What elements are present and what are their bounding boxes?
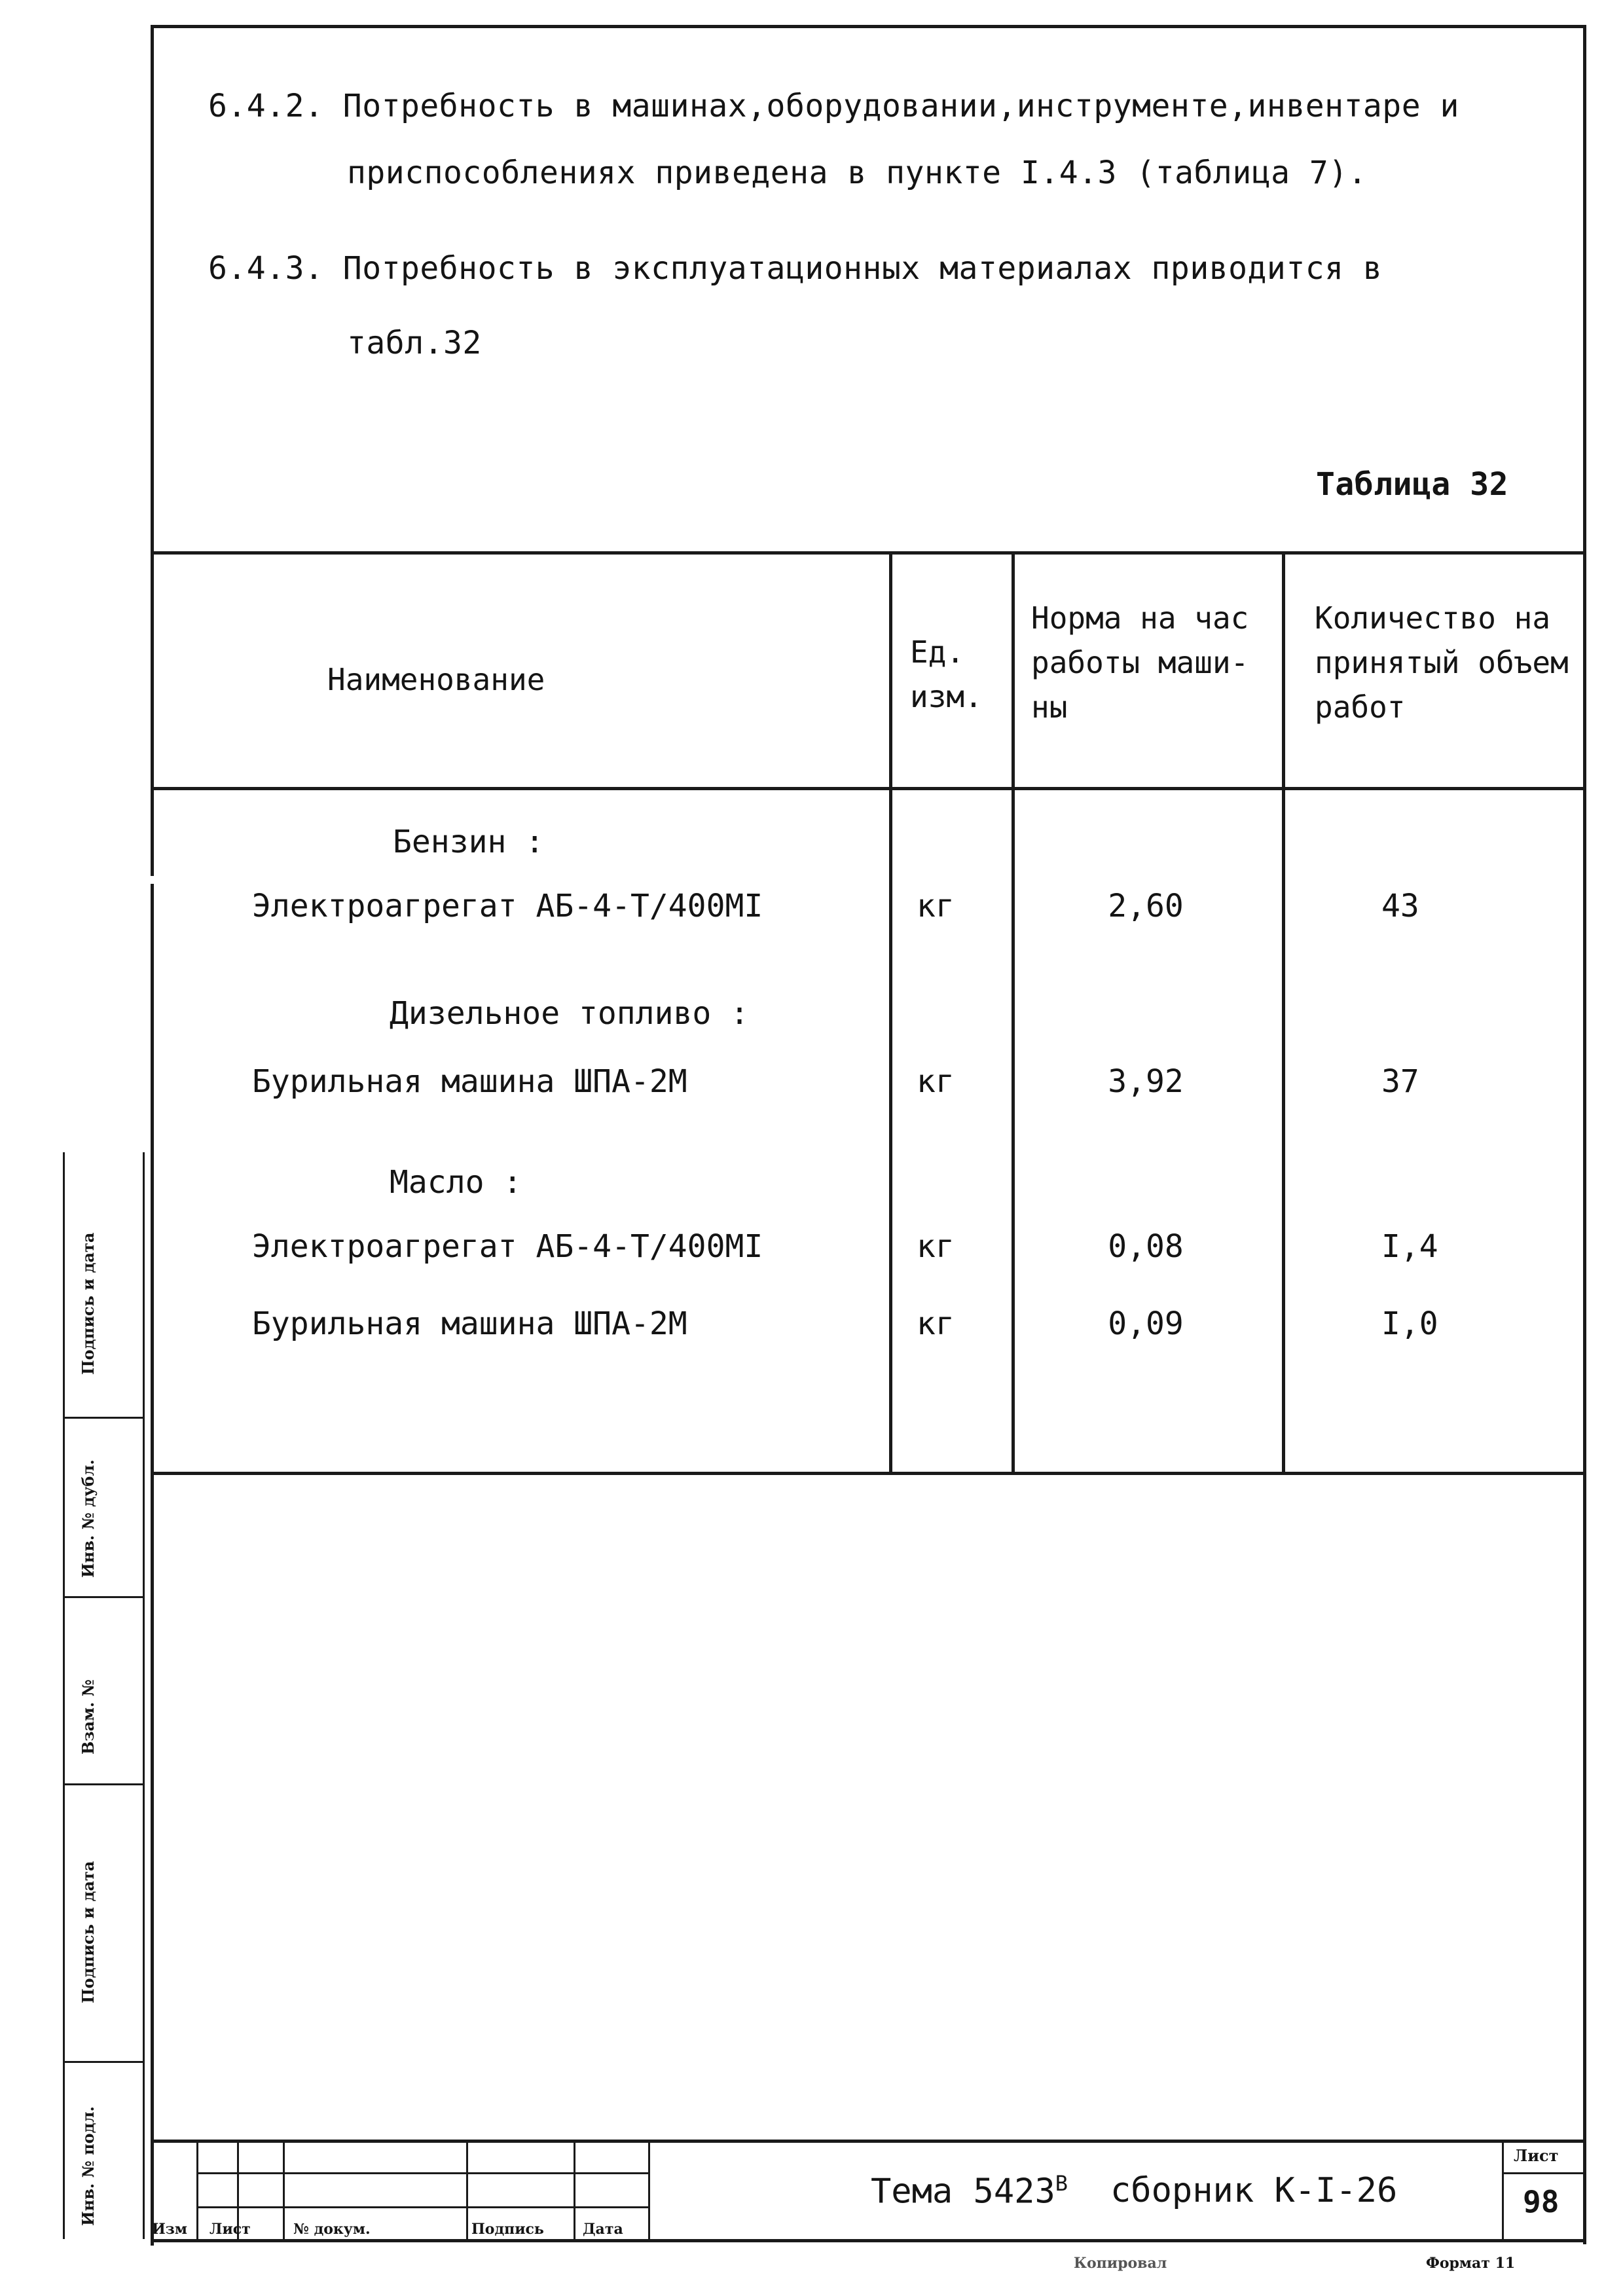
row-qty: 43 [1381, 888, 1419, 924]
row-unit: кг [917, 1063, 955, 1100]
header-norm-3: ны [1031, 689, 1068, 725]
stamp-inner-line [143, 1152, 145, 2239]
row-unit: кг [917, 888, 955, 924]
title-block-col-1 [196, 2140, 198, 2239]
table-header-border [152, 787, 1586, 790]
tb-col-date: Дата [583, 2221, 623, 2238]
tb-topic-sup: В [1055, 2171, 1068, 2196]
stamp-divider-3 [63, 1783, 144, 1785]
tb-topic [871, 2171, 1068, 2211]
stamp-outer-line [63, 1152, 65, 2239]
row-norm: 0,09 [1108, 1305, 1184, 1342]
title-block-col-3 [283, 2140, 285, 2239]
paragraph-643-line1: 6.4.3. Потребность в эксплуатационных материалах приводится в [208, 250, 1383, 287]
tb-col-sheet: Лист [210, 2221, 251, 2238]
table-top-border [152, 551, 1586, 555]
tb-col-sign: Подпись [471, 2221, 544, 2238]
tb-format: Формат 11 [1426, 2255, 1516, 2272]
group-title-diesel: Дизельное топливо : [390, 995, 750, 1032]
header-unit-1: Ед. [910, 634, 965, 670]
frame-left-lower [151, 884, 154, 2246]
stamp-instead-no: Взам. № [79, 1679, 98, 1755]
row-norm: 2,60 [1108, 888, 1184, 924]
title-block-bottom [152, 2239, 1586, 2242]
stamp-divider-1 [63, 1417, 144, 1419]
row-unit: кг [917, 1228, 955, 1265]
paragraph-642-line1: 6.4.2. Потребность в машинах,оборудовании,инструменте,инвентаре и [208, 88, 1459, 124]
header-name: Наименование [327, 662, 545, 697]
row-name: Электроагрегат АБ-4-Т/400МI [252, 1228, 763, 1265]
table-col-divider-3 [1282, 551, 1285, 1475]
header-norm-1: Норма на час [1031, 600, 1249, 636]
row-norm: 0,08 [1108, 1228, 1184, 1265]
tb-topic-prefix: Тема 5423 [871, 2172, 1055, 2212]
tb-copied: Копировал [1074, 2255, 1167, 2272]
title-block-col-6 [648, 2140, 650, 2239]
row-name: Бурильная машина ШПА-2М [252, 1063, 687, 1100]
title-block-mid-1 [196, 2172, 648, 2174]
frame-right [1583, 25, 1586, 2244]
header-unit-2: изм. [910, 679, 983, 714]
tb-col-doc: № докум. [293, 2221, 371, 2238]
paragraph-643-line2: табл.32 [347, 325, 482, 361]
tb-collection: сборник К-I-26 [1110, 2171, 1398, 2210]
title-block-col-4 [466, 2140, 468, 2239]
row-norm: 3,92 [1108, 1063, 1184, 1100]
stamp-orig-no: Инв. № подл. [79, 2106, 98, 2226]
row-qty: 37 [1381, 1063, 1419, 1100]
title-block-col-5 [574, 2140, 575, 2239]
header-qty-2: принятый объем [1315, 645, 1569, 680]
tb-sheet-number: 98 [1523, 2184, 1559, 2219]
title-block-sheet-divider [1502, 2140, 1504, 2239]
stamp-sign-date-2: Подпись и дата [79, 1861, 98, 2003]
stamp-divider-2 [63, 1596, 144, 1598]
title-block-mid-2 [196, 2206, 648, 2208]
frame-left [151, 25, 154, 876]
table-col-divider-2 [1012, 551, 1015, 1475]
table-bottom-border [152, 1472, 1586, 1475]
stamp-sign-date-1: Подпись и дата [79, 1232, 98, 1375]
tb-col-change: Изм [152, 2221, 187, 2238]
row-unit: кг [917, 1305, 955, 1342]
row-name: Электроагрегат АБ-4-Т/400МI [252, 888, 763, 924]
title-block-sheet-mid [1502, 2172, 1584, 2174]
header-norm-2: работы маши- [1031, 645, 1249, 680]
group-title-oil: Масло : [390, 1164, 522, 1201]
row-qty: I,0 [1381, 1305, 1438, 1342]
header-qty-1: Количество на [1315, 600, 1551, 636]
tb-sheet-label: Лист [1514, 2146, 1559, 2165]
title-block-top [152, 2140, 1586, 2143]
row-qty: I,4 [1381, 1228, 1438, 1265]
group-title-benzin: Бензин : [393, 824, 545, 860]
frame-top [152, 25, 1586, 28]
stamp-divider-4 [63, 2061, 144, 2063]
stamp-dup-no: Инв. № дубл. [79, 1459, 98, 1578]
header-qty-3: работ [1315, 689, 1406, 725]
paragraph-642-line2: приспособлениях приведена в пункте I.4.3 (таблица 7). [347, 155, 1368, 191]
table-col-divider-1 [889, 551, 892, 1475]
table-caption: Таблица 32 [1316, 466, 1508, 503]
row-name: Бурильная машина ШПА-2М [252, 1305, 687, 1342]
